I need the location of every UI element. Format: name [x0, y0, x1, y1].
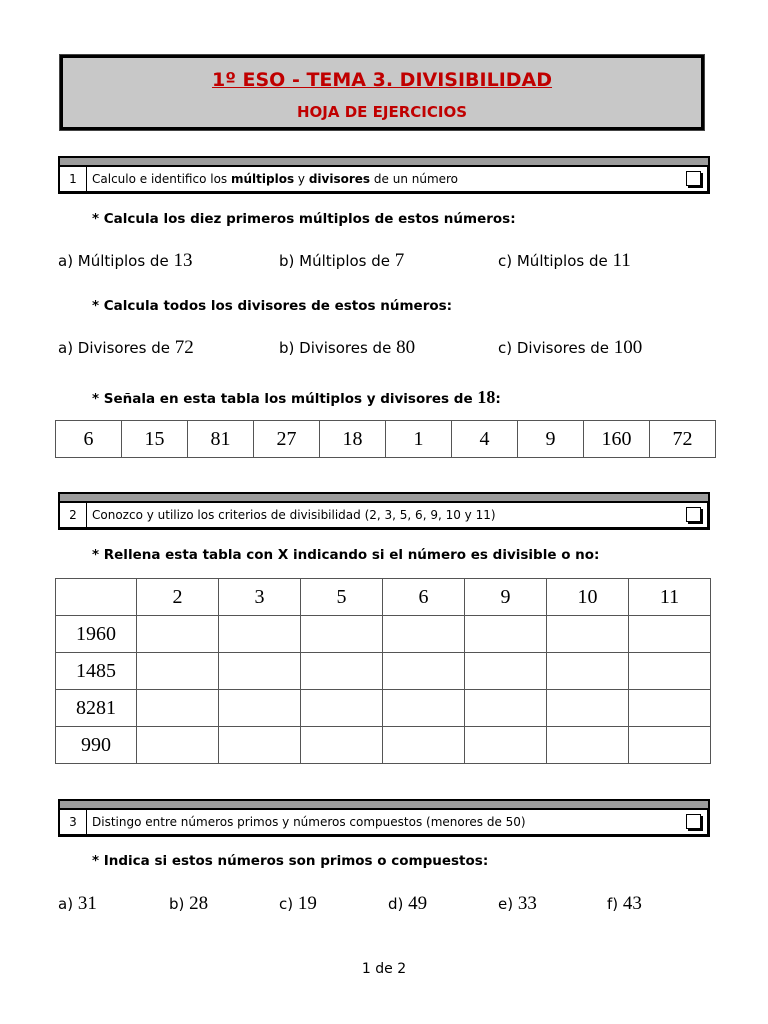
prime-item-b — [169, 893, 208, 915]
section-text-bold: múltiplos — [231, 172, 295, 186]
prime-item-a — [58, 893, 97, 915]
answer-cell[interactable] — [629, 690, 711, 727]
answer-cell[interactable] — [547, 616, 629, 653]
answer-cell[interactable] — [219, 690, 301, 727]
item-number: 33 — [517, 893, 537, 914]
instruction-multiples: * Calcula los diez primeros múltiplos de estos números: — [92, 211, 516, 227]
answer-cell[interactable] — [301, 690, 383, 727]
item-number: 19 — [297, 893, 317, 914]
instruction-text-end: : — [495, 391, 501, 407]
divisors-item-b — [279, 337, 415, 359]
item-label: b) Divisores de — [279, 339, 397, 357]
column-header: 2 — [137, 579, 219, 616]
section-bar — [58, 492, 710, 503]
multiples-item-b — [279, 250, 404, 272]
checkbox-icon[interactable] — [686, 814, 701, 829]
section-row — [58, 167, 710, 194]
item-label: e) — [498, 895, 514, 913]
table-row — [56, 653, 711, 690]
answer-cell[interactable] — [547, 653, 629, 690]
item-label: d) — [388, 895, 404, 913]
table-row — [56, 727, 711, 764]
item-label: c) — [279, 895, 294, 913]
prime-item-e — [498, 893, 537, 915]
section-text: Conozco y utilizo los criterios de divisibilidad (2, 3, 5, 6, 9, 10 y 11) — [92, 508, 496, 522]
divisors-item-a — [58, 337, 194, 359]
section-number: 3 — [60, 810, 87, 835]
multiples-item-a — [58, 250, 192, 272]
answer-cell[interactable] — [629, 616, 711, 653]
section-text — [92, 167, 458, 192]
answer-cell[interactable] — [137, 616, 219, 653]
divisors-item-c — [498, 337, 642, 359]
answer-cell[interactable] — [629, 727, 711, 764]
section-number: 2 — [60, 503, 87, 528]
column-header: 6 — [383, 579, 465, 616]
table-cell[interactable]: 4 — [452, 421, 518, 458]
instruction-table-18 — [92, 387, 501, 408]
answer-cell[interactable] — [465, 653, 547, 690]
item-number: 11 — [612, 250, 631, 271]
answer-cell[interactable] — [301, 727, 383, 764]
answer-cell[interactable] — [465, 727, 547, 764]
item-label: b) Múltiplos de — [279, 252, 395, 270]
prime-item-c — [279, 893, 317, 915]
answer-cell[interactable] — [137, 690, 219, 727]
section-row — [58, 810, 710, 837]
page-title: 1º ESO - TEMA 3. DIVISIBILIDAD — [211, 69, 553, 91]
table-18 — [55, 420, 716, 458]
section-1-header — [58, 156, 710, 194]
table-cell[interactable]: 160 — [584, 421, 650, 458]
table-cell[interactable]: 6 — [56, 421, 122, 458]
section-text: Distingo entre números primos y números compuestos (menores de 50) — [92, 815, 526, 829]
answer-cell[interactable] — [301, 653, 383, 690]
column-header: 11 — [629, 579, 711, 616]
instruction-text: * Señala en esta tabla los múltiplos y divisores de — [92, 391, 478, 407]
answer-cell[interactable] — [383, 690, 465, 727]
row-header: 8281 — [56, 690, 137, 727]
instruction-primes: * Indica si estos números son primos o compuestos: — [92, 853, 489, 869]
divisibility-table — [55, 578, 711, 764]
row-header: 1485 — [56, 653, 137, 690]
table-corner-cell — [56, 579, 137, 616]
item-label: c) Múltiplos de — [498, 252, 613, 270]
table-cell[interactable]: 72 — [650, 421, 716, 458]
answer-cell[interactable] — [301, 616, 383, 653]
section-bar — [58, 156, 710, 167]
answer-cell[interactable] — [547, 727, 629, 764]
answer-cell[interactable] — [465, 616, 547, 653]
answer-cell[interactable] — [383, 727, 465, 764]
item-label: f) — [607, 895, 619, 913]
prime-item-d — [388, 893, 427, 915]
table-row — [56, 690, 711, 727]
row-header: 1960 — [56, 616, 137, 653]
item-number: 13 — [173, 250, 193, 271]
multiples-item-c — [498, 250, 631, 272]
section-text-part: y — [294, 172, 309, 186]
answer-cell[interactable] — [219, 616, 301, 653]
item-label: a) — [58, 895, 74, 913]
item-label: b) — [169, 895, 185, 913]
checkbox-icon[interactable] — [686, 171, 701, 186]
section-3-header — [58, 799, 710, 837]
page-subtitle: HOJA DE EJERCICIOS — [297, 103, 467, 121]
item-label: c) Divisores de — [498, 339, 614, 357]
table-row — [56, 421, 716, 458]
instruction-number: 18 — [477, 387, 496, 407]
column-header: 10 — [547, 579, 629, 616]
section-text-part: de un número — [370, 172, 459, 186]
section-text-part: Calculo e identifico los — [92, 172, 231, 186]
item-label: a) Divisores de — [58, 339, 175, 357]
answer-cell[interactable] — [629, 653, 711, 690]
item-number: 100 — [613, 337, 643, 358]
section-row — [58, 503, 710, 530]
column-header: 3 — [219, 579, 301, 616]
table-cell[interactable]: 81 — [188, 421, 254, 458]
page-number: 1 de 2 — [361, 961, 407, 977]
table-row — [56, 616, 711, 653]
item-number: 49 — [408, 893, 428, 914]
prime-item-f — [607, 893, 642, 915]
item-number: 28 — [189, 893, 209, 914]
column-header: 9 — [465, 579, 547, 616]
table-cell[interactable]: 15 — [122, 421, 188, 458]
answer-cell[interactable] — [137, 653, 219, 690]
section-bar — [58, 799, 710, 810]
section-2-header — [58, 492, 710, 530]
item-label: a) Múltiplos de — [58, 252, 174, 270]
instruction-divisibility: * Rellena esta tabla con X indicando si el número es divisible o no: — [92, 547, 600, 563]
checkbox-icon[interactable] — [686, 507, 701, 522]
item-number: 72 — [174, 337, 194, 358]
item-number: 43 — [622, 893, 642, 914]
item-number: 80 — [396, 337, 416, 358]
answer-cell[interactable] — [547, 690, 629, 727]
instruction-divisors: * Calcula todos los divisores de estos números: — [92, 298, 453, 314]
table-header-row — [56, 579, 711, 616]
column-header: 5 — [301, 579, 383, 616]
item-number: 31 — [77, 893, 97, 914]
answer-cell[interactable] — [383, 616, 465, 653]
table-cell[interactable]: 1 — [386, 421, 452, 458]
table-cell[interactable]: 9 — [518, 421, 584, 458]
section-number: 1 — [60, 167, 87, 192]
answer-cell[interactable] — [465, 690, 547, 727]
table-cell[interactable]: 27 — [254, 421, 320, 458]
item-number: 7 — [394, 250, 405, 271]
section-text-bold: divisores — [308, 172, 371, 186]
answer-cell[interactable] — [219, 653, 301, 690]
answer-cell[interactable] — [137, 727, 219, 764]
row-header: 990 — [56, 727, 137, 764]
answer-cell[interactable] — [219, 727, 301, 764]
answer-cell[interactable] — [383, 653, 465, 690]
table-cell[interactable]: 18 — [320, 421, 386, 458]
